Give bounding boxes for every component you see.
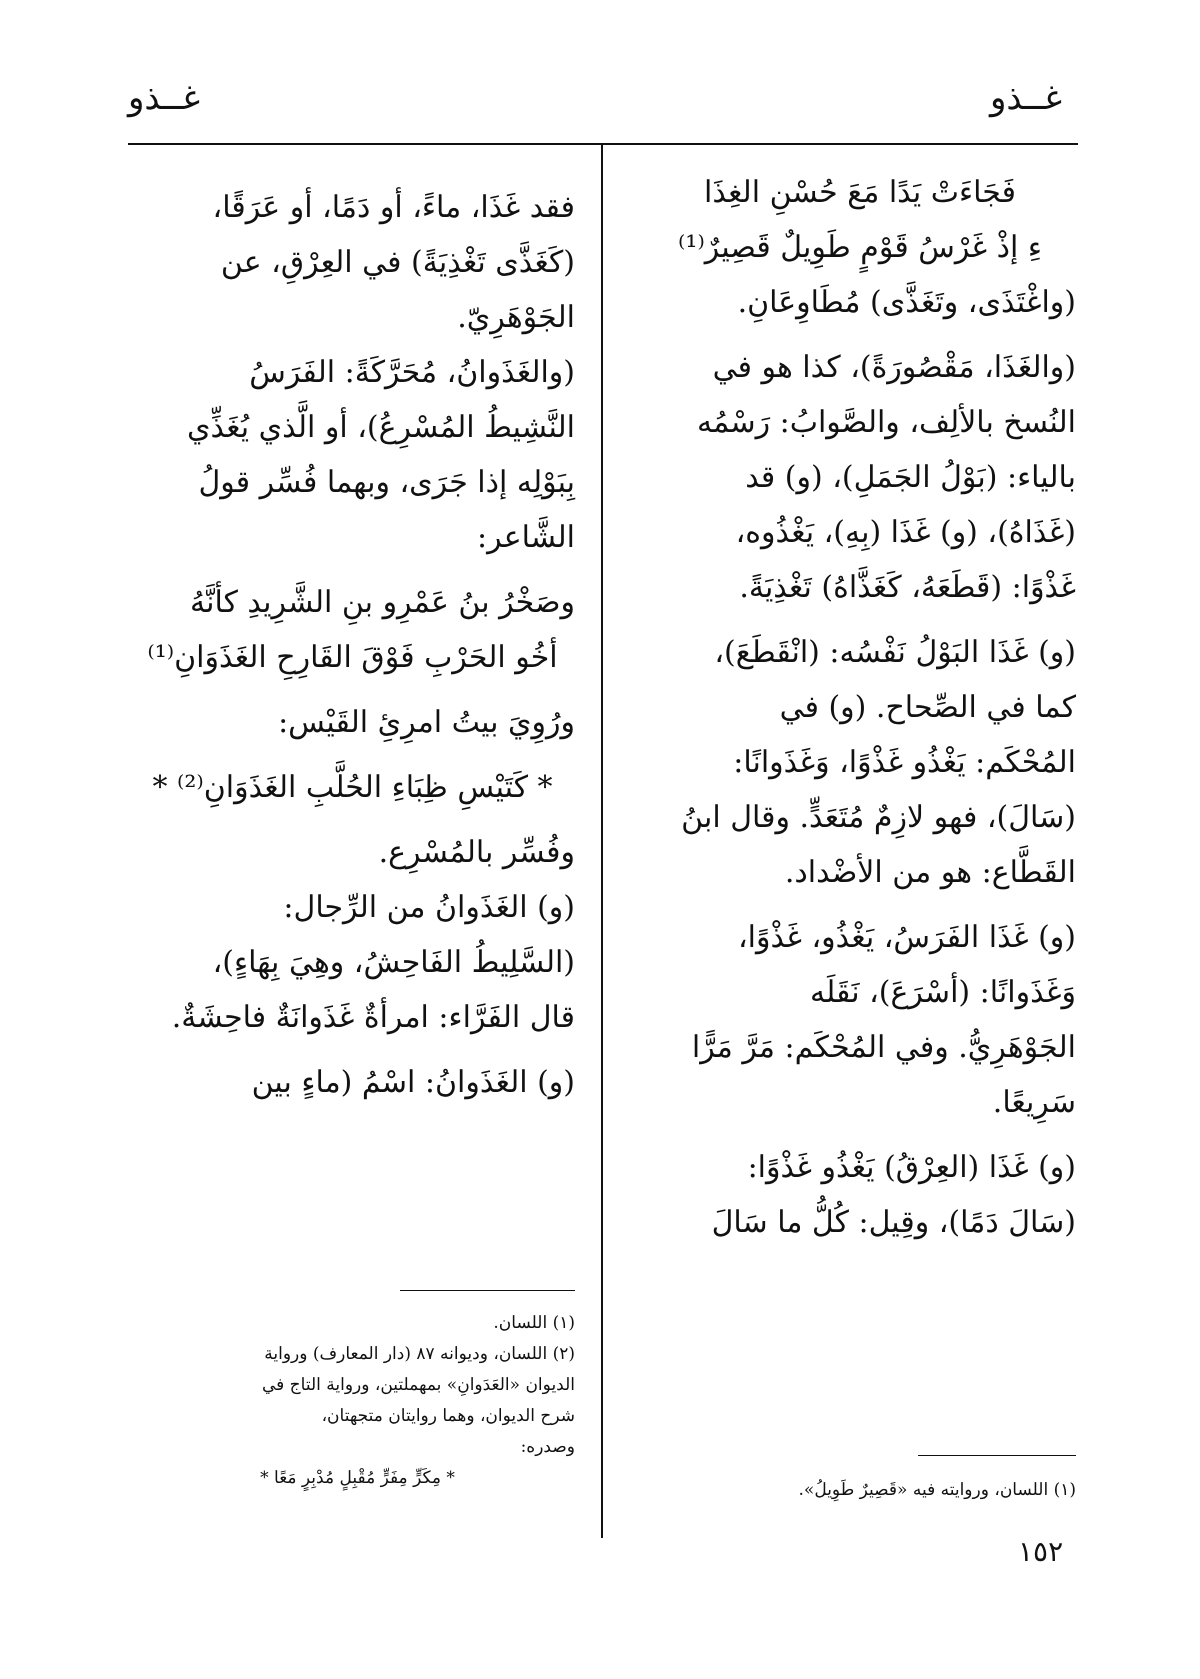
text-line: (و) غَذَا البَوْلُ نَفْسُه: (انْقَطَعَ)، [714,635,1076,670]
text-line: بالياء: (بَوْلُ الجَمَلِ)، (و) قد [745,460,1076,495]
text-line: (السَّلِيطُ الفَاحِشُ، وهِيَ بِهَاءٍ)، [212,945,575,980]
page-number: ١٥٢ [1018,1535,1064,1568]
text-line: (و) الغَذَوانُ من الرِّجال: [283,890,575,925]
footnote-rule-left [400,1290,575,1291]
text-line: الجَوْهَرِيُّ. وفي المُحْكَم: مَرَّ مَرًّا [691,1030,1076,1065]
text-line: النَّشِيطُ المُسْرِعُ)، أو الَّذي يُغَذِّي [187,410,575,445]
verse-line: ءِ إذْ غَرْسُ قَوْمٍ طَوِيلٌ قَصِيرٌ⁽¹⁾ [678,230,1042,265]
header-root-right: غــذو [990,78,1062,118]
text-line: (و) غَذَا الفَرَسُ، يَغْذُو، غَذْوًا، [738,920,1076,955]
footnote: وصدره: [520,1437,575,1457]
text-line: (كَغَذَّى تَغْذِيَةً) في العِرْقِ، عن [220,245,575,280]
right-column [644,165,1076,1250]
text-line: غَذْوًا: (قَطَعَهُ، كَغَذَّاهُ) تَغْذِيَةً. [739,570,1076,605]
footnote: * مِكَرٍّ مِفَرٍّ مُقْبِلٍ مُدْبِرٍ مَعًا * [260,1468,455,1488]
footnote: (٢) اللسان، وديوانه ٨٧ (دار المعارف) ورواية [264,1344,575,1364]
text-line: (واغْتَذَى، وتَغَذَّى) مُطَاوِعَانِ. [737,285,1076,320]
verse-line: * كَتَيْسِ ظِبَاءِ الحُلَّبِ الغَذَوَانِ⁽²⁾ * [152,770,553,805]
text-line: (سَالَ)، فهو لازِمٌ مُتَعَدٍّ. وقال ابنُ [681,800,1076,835]
footnote: (١) اللسان، وروايته فيه «قَصِيرٌ طَوِيلُ». [798,1480,1076,1500]
text-line: وَغَذَوانًا: (أسْرَعَ)، نَقَلَه [810,975,1076,1010]
text-line: (سَالَ دَمًا)، وقِيل: كُلُّ ما سَالَ [711,1205,1076,1240]
text-line: (غَذَاهُ)، (و) غَذَا (بِهِ)، يَغْذُوه، [735,515,1076,550]
text-line: الجَوْهَرِيّ. [457,300,575,335]
verse-line: أخُو الحَرْبِ فَوْقَ القَارِحِ الغَذَوَانِ⁽¹⁾ [147,640,558,675]
text-line: المُحْكَم: يَغْذُو غَذْوًا، وَغَذَوانًا: [733,745,1076,780]
footnote-rule-right [918,1455,1076,1456]
left-column [130,180,575,1110]
footnote: الديوان «العَدَوانِ» بمهملتين، ورواية التاج في [261,1375,575,1395]
header-root-left: غــذو [128,78,200,118]
text-line: النُسخ بالألِف، والصَّوابُ: رَسْمُه [697,405,1076,440]
footnotes-right [644,1475,1076,1506]
footnote: (١) اللسان. [493,1313,575,1333]
verse-line: وصَخْرُ بنُ عَمْرِو بنِ الشَّرِيدِ كأنَّهُ [190,585,575,620]
text-line: ورُوِيَ بيتُ امرِئِ القَيْس: [278,705,575,740]
text-line: القَطَّاع: هو من الأضْداد. [784,855,1076,890]
verse-line: فَجَاءَتْ يَدًا مَعَ حُسْنِ الغِذَا [704,175,1016,210]
text-line: قال الفَرَّاء: امرأةٌ غَذَوانَةٌ فاحِشَةٌ. [171,1000,575,1035]
footnote: شرح الديوان، وهما روايتان متجهتان، [321,1406,575,1426]
footnotes-left [140,1308,575,1494]
text-line: (و) غَذَا (العِرْقُ) يَغْذُو غَذْوًا: [747,1150,1076,1185]
text-line: بِبَوْلِه إذا جَرَى، وبهما فُسِّر قولُ [198,465,575,500]
text-line: (و) الغَذَوانُ: اسْمُ (ماءٍ بين [251,1065,575,1100]
column-divider [601,143,603,1538]
text-line: فقد غَذَا، ماءً، أو دَمًا، أو عَرَقًا، [212,190,575,225]
header-rule [128,143,1078,145]
text-line: وفُسِّر بالمُسْرِع. [378,835,575,870]
text-line: (والغَذَوانُ، مُحَرَّكَةً: الفَرَسُ [249,355,575,390]
text-line: الشَّاعر: [477,520,575,555]
text-line: سَرِيعًا. [992,1085,1076,1120]
text-line: (والغَذَا، مَقْصُورَةً)، كذا هو في [712,350,1076,385]
text-line: كما في الصِّحاح. (و) في [779,690,1076,725]
